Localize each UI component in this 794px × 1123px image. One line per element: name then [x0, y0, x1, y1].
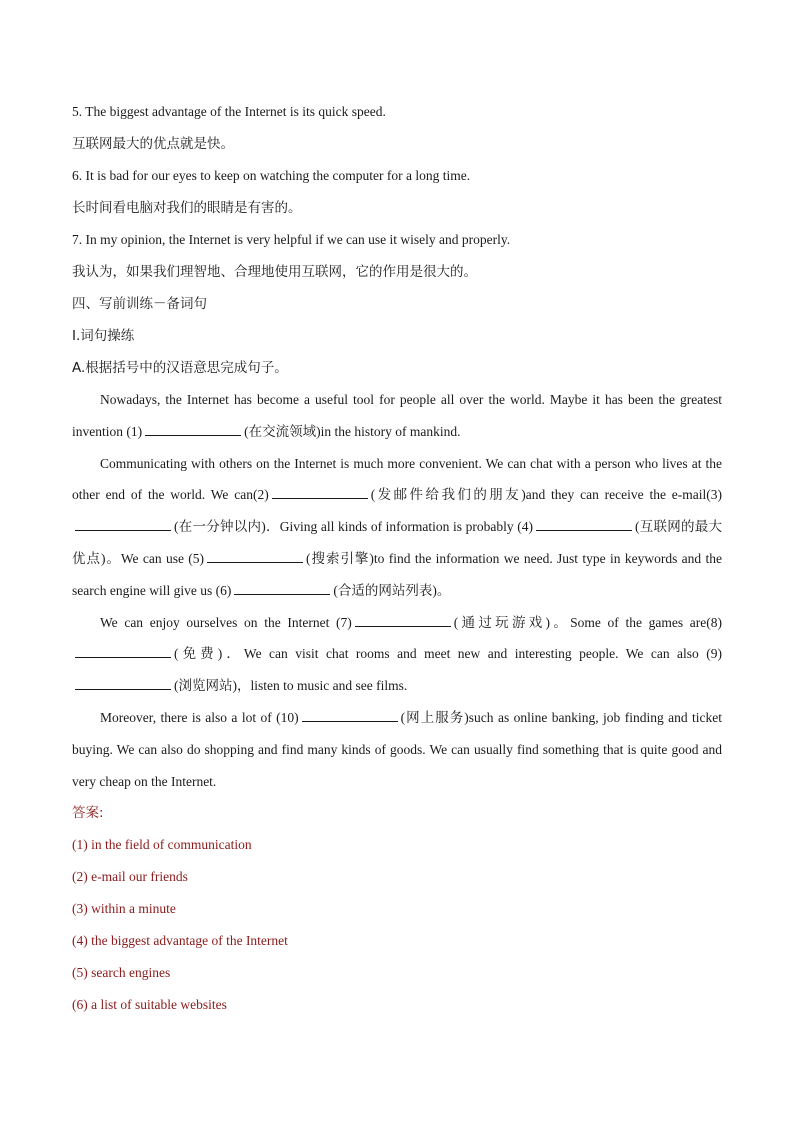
answers-title: 答案:: [72, 805, 104, 822]
passage-text: (免费)．We can visit chat rooms and meet new and interesting people. We can also (9): [174, 646, 722, 662]
answer-item: (6) a list of suitable websites: [72, 997, 227, 1013]
passage-paragraph-1: [72, 384, 722, 448]
sentence-7-en: 7. In my opinion, the Internet is very helpful if we can use it wisely and properly.: [72, 232, 511, 247]
instruction: A.根据括号中的汉语意思完成句子。: [72, 360, 288, 376]
subsection-heading: I.词句操练: [72, 328, 135, 344]
passage-text: (发邮件给我们的朋友)and they can receive the e-mail(3): [370, 487, 722, 503]
passage-text: (互联网的最大优点)。We can use (5): [72, 519, 722, 566]
blank-3[interactable]: [75, 518, 171, 531]
passage-text: (在交流领域)in the history of mankind.: [244, 423, 461, 439]
answer-item: (4) the biggest advantage of the Internet: [72, 933, 288, 949]
answer-item: (5) search engines: [72, 965, 171, 981]
sentence-5-cn: 互联网最大的优点就是快。: [72, 136, 234, 152]
sentence-6-en: 6. It is bad for our eyes to keep on watching the computer for a long time.: [72, 168, 471, 183]
passage-text: (在一分钟以内)．Giving all kinds of information is probably (4): [174, 519, 534, 535]
passage-paragraph-4: [72, 702, 722, 797]
answer-item: (1) in the field of communication: [72, 837, 252, 853]
blank-5[interactable]: [207, 550, 303, 563]
answer-item: (2) e-mail our friends: [72, 869, 188, 885]
sentence-7-cn: 我认为，如果我们理智地、合理地使用互联网，它的作用是很大的。: [72, 264, 477, 280]
section-heading: 四、写前训练－备词句: [72, 296, 207, 312]
blank-2[interactable]: [272, 486, 368, 499]
blank-10[interactable]: [302, 709, 398, 722]
blank-8[interactable]: [75, 645, 171, 658]
passage-text: Moreover, there is also a lot of (10): [100, 709, 299, 725]
sentence-6-cn: 长时间看电脑对我们的眼睛是有害的。: [72, 200, 302, 216]
passage-text: (合适的网站列表)。: [333, 582, 451, 598]
blank-4[interactable]: [536, 518, 632, 531]
sentence-5-en: 5. The biggest advantage of the Internet is its quick speed.: [72, 104, 386, 119]
blank-9[interactable]: [75, 677, 171, 690]
blank-1[interactable]: [145, 423, 241, 436]
document-page: [72, 96, 722, 1021]
passage-text: We can enjoy ourselves on the Internet (7): [100, 614, 352, 630]
passage-text: (通过玩游戏)。Some of the games are(8): [453, 614, 722, 630]
blank-6[interactable]: [234, 582, 330, 595]
passage-text: (网上服务)such as online banking, job finding and ticket buying. We can also do shopping and find many kinds of goods. We can usually find something that is quite good and very cheap on the Internet.: [72, 709, 722, 789]
passage-text: (搜索引擎)to find the information we need. Just type in keywords and the search engine will give us (6): [72, 550, 722, 598]
passage-text: (浏览网站)，listen to music and see films.: [174, 678, 408, 694]
passage-paragraph-2: [72, 448, 722, 607]
passage-paragraph-3: [72, 607, 722, 702]
passage-text: Communicating with others on the Internet is much more convenient. We can chat with a person who lives at the other end of the world. We can(2): [72, 455, 722, 503]
blank-7[interactable]: [355, 614, 451, 627]
answer-item: (3) within a minute: [72, 901, 176, 917]
passage-text: Nowadays, the Internet has become a useful tool for people all over the world. Maybe it has been the greatest invention (1): [72, 392, 722, 439]
